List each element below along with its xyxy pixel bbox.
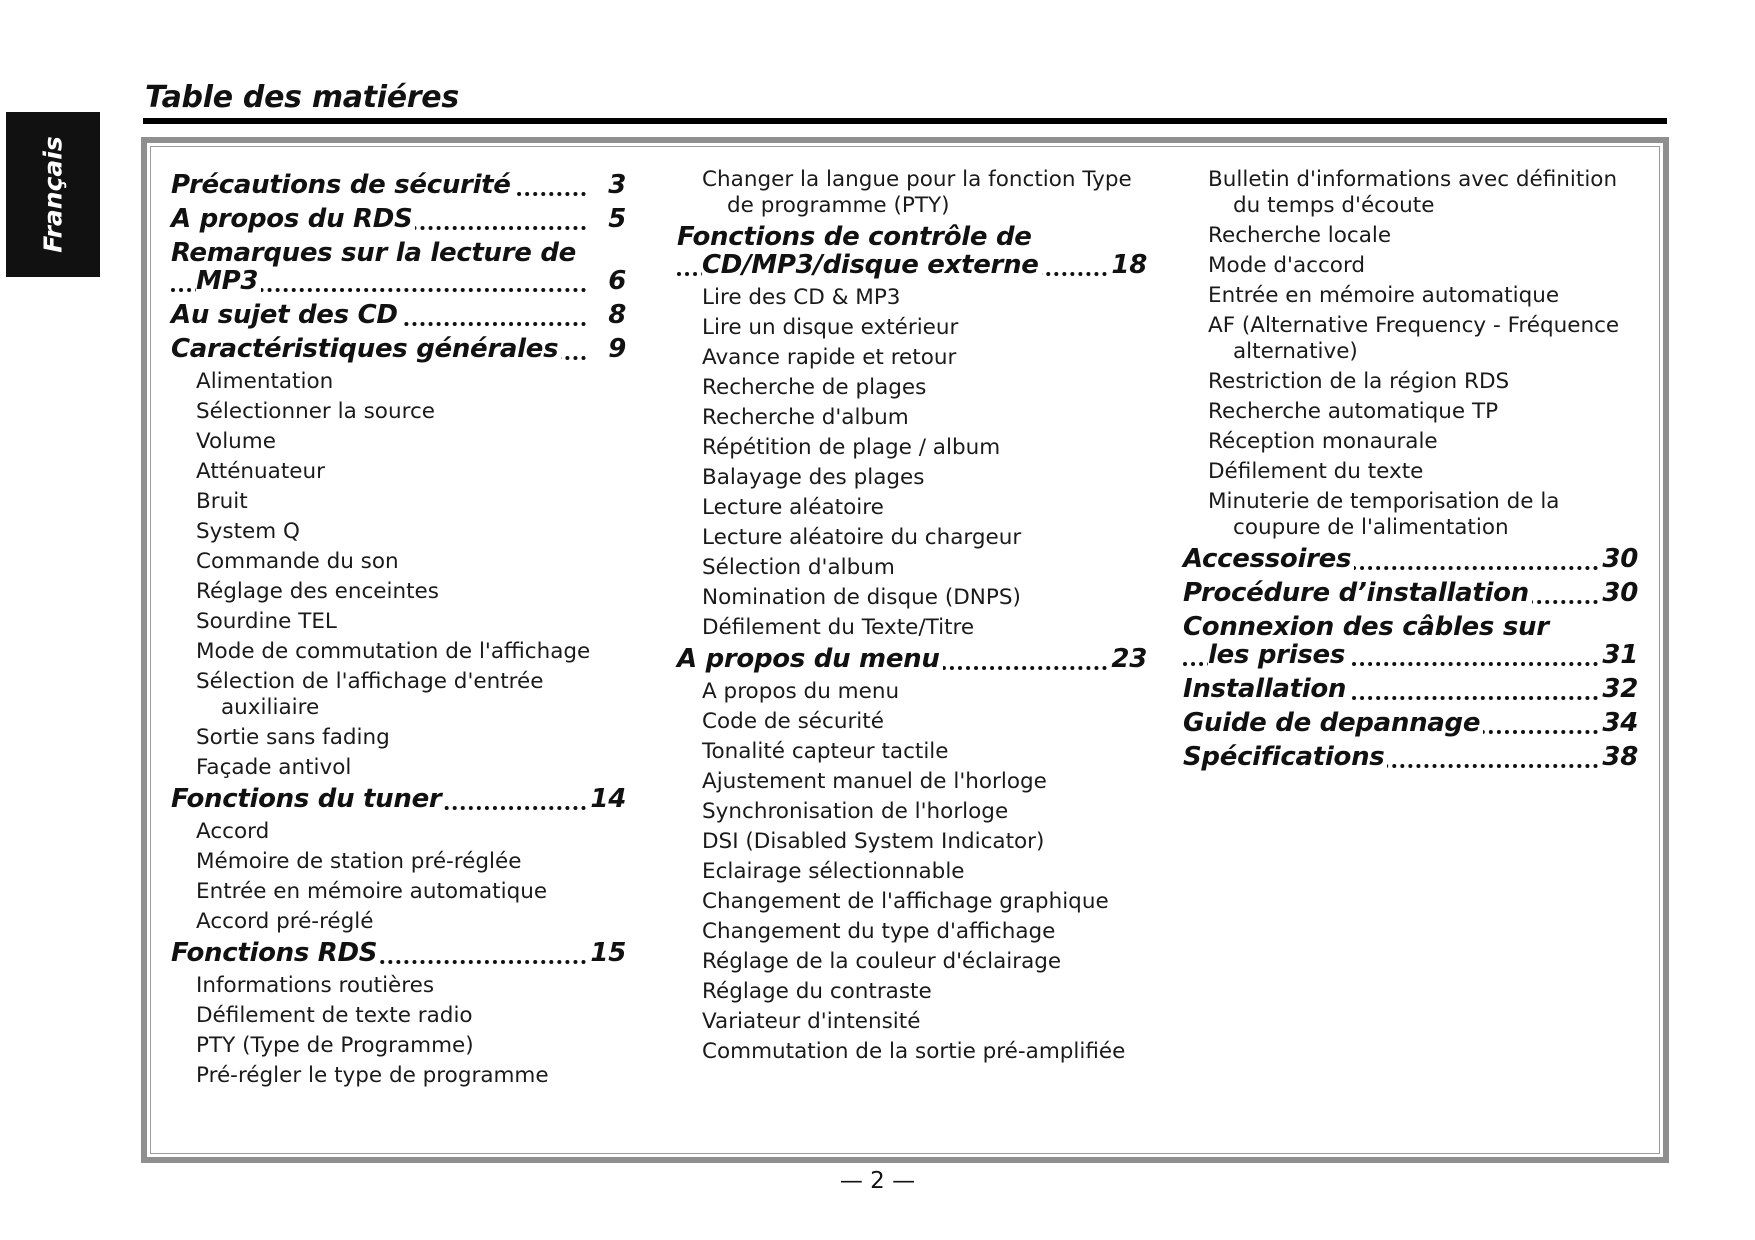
toc-subentry: Façade antivol bbox=[196, 755, 352, 780]
toc-page-number: 6 bbox=[608, 266, 626, 296]
toc-section-title: A propos du menu bbox=[677, 644, 943, 674]
toc-subentry: Sélection d'album bbox=[702, 555, 895, 580]
toc-subentry: Défilement de texte radio bbox=[196, 1003, 473, 1028]
toc-subentry: Mode de commutation de l'affichage bbox=[196, 639, 591, 664]
toc-subentry: Bulletin d'informations avec définition du temps d'écoute bbox=[1208, 167, 1618, 218]
toc-section-title: Procédure d’installation bbox=[1183, 578, 1532, 608]
toc-subentry: Restriction de la région RDS bbox=[1208, 369, 1510, 394]
toc-subentry: DSI (Disabled System Indicator) bbox=[702, 829, 1045, 854]
toc-subentry: Recherche d'album bbox=[702, 405, 909, 430]
toc-subentry: Recherche automatique TP bbox=[1208, 399, 1499, 424]
toc-section-entry bbox=[171, 785, 626, 813]
toc-section-title: Fonctions de contrôle de CD/MP3/disque externe bbox=[677, 222, 1042, 280]
toc-subentry: Changement du type d'affichage bbox=[702, 919, 1056, 944]
toc-page-number: 32 bbox=[1602, 674, 1638, 704]
toc-page-number: 14 bbox=[590, 784, 626, 814]
toc-subentry: Défilement du Texte/Titre bbox=[702, 615, 975, 640]
toc-subentry: Accord pré-réglé bbox=[196, 909, 374, 934]
toc-subentry: Sélectionner la source bbox=[196, 399, 435, 424]
page-title: Table des matiéres bbox=[145, 80, 459, 115]
toc-page-number: 30 bbox=[1602, 544, 1638, 574]
toc-page-number: 18 bbox=[1111, 250, 1147, 280]
toc-section-entry bbox=[1183, 545, 1638, 573]
toc-section-title: Fonctions du tuner bbox=[171, 784, 444, 814]
toc-subentry: Mémoire de station pré-réglée bbox=[196, 849, 522, 874]
toc-section-title: Installation bbox=[1183, 674, 1349, 704]
toc-section-entry bbox=[1183, 579, 1638, 607]
toc-subentry: Mode d'accord bbox=[1208, 253, 1366, 278]
toc-section-entry bbox=[171, 171, 626, 199]
toc-subentry: Réception monaurale bbox=[1208, 429, 1438, 454]
toc-subentry: Lecture aléatoire du chargeur bbox=[702, 525, 1022, 550]
toc-subentry: Lecture aléatoire bbox=[702, 495, 884, 520]
toc-page-number: 34 bbox=[1602, 708, 1638, 738]
title-rule bbox=[143, 118, 1667, 124]
toc-subentry: Commande du son bbox=[196, 549, 399, 574]
toc-subentry: Eclairage sélectionnable bbox=[702, 859, 965, 884]
toc-subentry: Synchronisation de l'horloge bbox=[702, 799, 1009, 824]
toc-section-entry bbox=[1183, 675, 1638, 703]
toc-subentry: Alimentation bbox=[196, 369, 334, 394]
toc-section-entry bbox=[171, 239, 626, 295]
toc-subentry: Tonalité capteur tactile bbox=[702, 739, 949, 764]
toc-subentry: Accord bbox=[196, 819, 270, 844]
toc-subentry: Réglage des enceintes bbox=[196, 579, 439, 604]
toc-section-title: Fonctions RDS bbox=[171, 938, 380, 968]
toc-subentry: Commutation de la sortie pré-amplifiée bbox=[702, 1039, 1126, 1064]
toc-subentry: Entrée en mémoire automatique bbox=[1208, 283, 1560, 308]
toc-column-3 bbox=[1183, 167, 1638, 777]
toc-subentry: Lire un disque extérieur bbox=[702, 315, 959, 340]
toc-subentry: Recherche locale bbox=[1208, 223, 1392, 248]
toc-section-entry bbox=[171, 205, 626, 233]
toc-subentry: Réglage du contraste bbox=[702, 979, 932, 1004]
toc-subentry: AF (Alternative Frequency - Fréquence alternative) bbox=[1208, 313, 1620, 364]
language-tab bbox=[6, 112, 100, 277]
toc-section-title: Accessoires bbox=[1183, 544, 1354, 574]
toc-section-title: Spécifications bbox=[1183, 742, 1387, 772]
toc-subentry: Réglage de la couleur d'éclairage bbox=[702, 949, 1062, 974]
toc-page-number: 8 bbox=[608, 300, 626, 330]
toc-section-title: Connexion des câbles sur les prises bbox=[1183, 612, 1549, 670]
toc-page-number: 30 bbox=[1602, 578, 1638, 608]
toc-subentry: Balayage des plages bbox=[702, 465, 925, 490]
toc-subentry: Minuterie de temporisation de la coupure de l'alimentation bbox=[1208, 489, 1560, 540]
toc-subentry: Variateur d'intensité bbox=[702, 1009, 921, 1034]
toc-subentry: Nomination de disque (DNPS) bbox=[702, 585, 1021, 610]
toc-section-entry bbox=[1183, 709, 1638, 737]
toc-subentry: Atténuateur bbox=[196, 459, 325, 484]
page-number: — 2 — bbox=[839, 1168, 916, 1194]
toc-page-number: 23 bbox=[1111, 644, 1147, 674]
toc-subentry: Informations routières bbox=[196, 973, 435, 998]
toc-subentry: Entrée en mémoire automatique bbox=[196, 879, 548, 904]
toc-subentry: PTY (Type de Programme) bbox=[196, 1033, 474, 1058]
toc-section-entry bbox=[171, 939, 626, 967]
toc-section-entry bbox=[677, 645, 1147, 673]
toc-page-number: 3 bbox=[608, 170, 626, 200]
toc-section-title: A propos du RDS bbox=[171, 204, 415, 234]
toc-section-title: Caractéristiques générales bbox=[171, 334, 561, 364]
toc-subentry: Sortie sans fading bbox=[196, 725, 390, 750]
toc-section-entry bbox=[677, 223, 1147, 279]
toc-column-1 bbox=[171, 167, 626, 1093]
toc-page-number: 15 bbox=[590, 938, 626, 968]
toc-column-2 bbox=[677, 167, 1147, 1069]
toc-subentry: Changement de l'affichage graphique bbox=[702, 889, 1109, 914]
toc-subentry: Lire des CD & MP3 bbox=[702, 285, 901, 310]
toc-subentry: Répétition de plage / album bbox=[702, 435, 1001, 460]
toc-section-title: Précautions de sécurité bbox=[171, 170, 514, 200]
toc-subentry: A propos du menu bbox=[702, 679, 900, 704]
toc-subentry: System Q bbox=[196, 519, 300, 544]
toc-subentry: Recherche de plages bbox=[702, 375, 927, 400]
toc-section-title: Guide de depannage bbox=[1183, 708, 1483, 738]
language-tab-label: Français bbox=[38, 136, 68, 253]
toc-page-number: 38 bbox=[1602, 742, 1638, 772]
toc-section-title: Remarques sur la lecture de MP3 bbox=[171, 238, 577, 296]
toc-subentry: Pré-régler le type de programme bbox=[196, 1063, 549, 1088]
toc-subentry: Sélection de l'affichage d'entrée auxiliaire bbox=[196, 669, 544, 720]
toc-subentry: Ajustement manuel de l'horloge bbox=[702, 769, 1047, 794]
toc-section-entry bbox=[171, 335, 626, 363]
toc-page-number: 9 bbox=[608, 334, 626, 364]
toc-section-entry bbox=[1183, 743, 1638, 771]
toc-subentry: Changer la langue pour la fonction Type de programme (PTY) bbox=[702, 167, 1132, 218]
toc-subentry: Sourdine TEL bbox=[196, 609, 337, 634]
toc-subentry: Code de sécurité bbox=[702, 709, 884, 734]
toc-page-number: 31 bbox=[1602, 640, 1638, 670]
toc-section-entry bbox=[171, 301, 626, 329]
toc-section-entry bbox=[1183, 613, 1638, 669]
toc-subentry: Avance rapide et retour bbox=[702, 345, 957, 370]
toc-section-title: Au sujet des CD bbox=[171, 300, 401, 330]
toc-subentry: Volume bbox=[196, 429, 276, 454]
toc-page-number: 5 bbox=[608, 204, 626, 234]
toc-subentry: Défilement du texte bbox=[1208, 459, 1424, 484]
toc-subentry: Bruit bbox=[196, 489, 248, 514]
